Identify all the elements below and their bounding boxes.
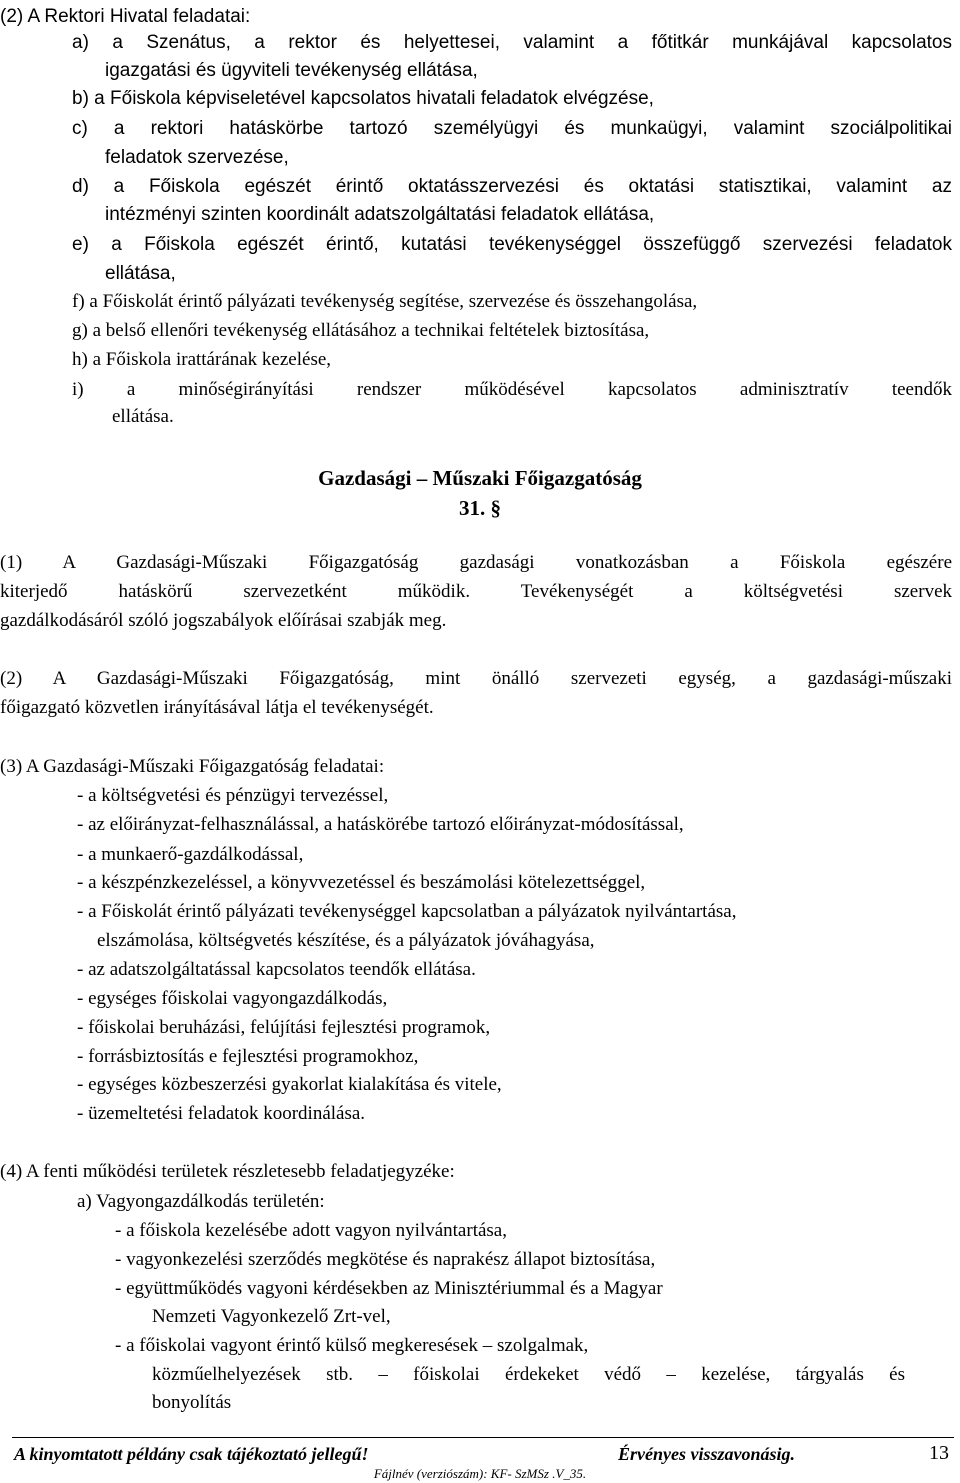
text-line: - egységes főiskolai vagyongazdálkodás, [77, 988, 388, 1009]
text-line: - a főiskolai vagyont érintő külső megkeresések – szolgalmak, [115, 1335, 589, 1356]
text-line: a) Vagyongazdálkodás területén: [77, 1191, 325, 1212]
text-line: e) a Főiskola egészét érintő, kutatási tevékenységgel összefüggő szervezési feladatok [72, 234, 952, 255]
footer-notice: A kinyomtatott példány csak tájékoztató jellegű! [14, 1444, 369, 1464]
text-line: h) a Főiskola irattárának kezelése, [72, 349, 332, 370]
footer-validity: Érvényes visszavonásig. [618, 1444, 795, 1464]
text-line: elszámolása, költségvetés készítése, és a pályázatok jóváhagyása, [97, 930, 595, 951]
text-line: - a készpénzkezeléssel, a könyvvezetéssel és beszámolási kötelezettséggel, [77, 872, 646, 893]
text-line: - egységes közbeszerzési gyakorlat kialakítása és vitele, [77, 1074, 502, 1095]
text-line: - az előirányzat-felhasználással, a hatáskörébe tartozó előirányzat-módosítással, [77, 814, 684, 835]
text-line: - a munkaerő-gazdálkodással, [77, 844, 304, 865]
text-line: bonyolítás [152, 1392, 232, 1413]
text-line: - a Főiskolát érintő pályázati tevékenységgel kapcsolatban a pályázatok nyilvántartása, [77, 901, 737, 922]
text-line: gazdálkodásáról szóló jogszabályok előírásai szabják meg. [0, 610, 447, 631]
section-number: 31. § [459, 496, 501, 520]
text-line: f) a Főiskolát érintő pályázati tevékenység segítése, szervezése és összehangolása, [72, 291, 698, 312]
section-heading: Gazdasági – Műszaki Főigazgatóság [318, 466, 642, 490]
text-line: c) a rektori hatáskörbe tartozó személyügyi és munkaügyi, valamint szociálpolitikai [72, 118, 952, 139]
text-line: b) a Főiskola képviseletével kapcsolatos hivatali feladatok elvégzése, [72, 88, 654, 109]
text-line: g) a belső ellenőri tevékenység ellátásához a technikai feltételek biztosítása, [72, 320, 650, 341]
text-line: - forrásbiztosítás e fejlesztési programokhoz, [77, 1046, 419, 1067]
text-line: - a főiskola kezelésébe adott vagyon nyilvántartása, [115, 1220, 507, 1241]
text-line: - a költségvetési és pénzügyi tervezéssel, [77, 785, 389, 806]
text-line: a) a Szenátus, a rektor és helyettesei, valamint a főtitkár munkájával kapcsolatos [72, 32, 952, 53]
page-number: 13 [929, 1442, 949, 1464]
text-line: intézményi szinten koordinált adatszolgáltatási feladatok ellátása, [105, 204, 655, 225]
text-line: (2) A Gazdasági-Műszaki Főigazgatóság, mint önálló szervezeti egység, a gazdasági-műszaki [0, 668, 952, 689]
text-line: (4) A fenti működési területek részletesebb feladatjegyzéke: [0, 1161, 455, 1182]
text-line: - az adatszolgáltatással kapcsolatos teendők ellátása. [77, 959, 476, 980]
text-line: - együttműködés vagyoni kérdésekben az Minisztériummal és a Magyar [115, 1278, 663, 1299]
text-line: - üzemeltetési feladatok koordinálása. [77, 1103, 366, 1124]
text-line: közműelhelyezések stb. – főiskolai érdekeket védő – kezelése, tárgyalás és [152, 1364, 905, 1385]
footer-divider [12, 1437, 954, 1438]
footer-filename: Fájlnév (verziószám): KF- SzMSz .V_35. [373, 1466, 587, 1481]
text-line: ellátása. [112, 406, 174, 427]
text-line: főigazgató közvetlen irányításával látja el tevékenységét. [0, 697, 434, 718]
text-line: Nemzeti Vagyonkezelő Zrt-vel, [152, 1306, 391, 1327]
text-line: ellátása, [105, 263, 176, 284]
text-line: - főiskolai beruházási, felújítási fejlesztési programok, [77, 1017, 491, 1038]
text-line: i) a minőségirányítási rendszer működésével kapcsolatos adminisztratív teendők [72, 379, 952, 400]
text-line: igazgatási és ügyviteli tevékenység ellátása, [105, 60, 478, 81]
text-line: - vagyonkezelési szerződés megkötése és naprakész állapot biztosítása, [115, 1249, 656, 1270]
text-line: (2) A Rektori Hivatal feladatai: [0, 6, 251, 27]
text-line: d) a Főiskola egészét érintő oktatásszervezési és oktatási statisztikai, valamint az [72, 176, 952, 197]
text-line: (1) A Gazdasági-Műszaki Főigazgatóság gazdasági vonatkozásban a Főiskola egészére [0, 552, 952, 573]
text-line: feladatok szervezése, [105, 147, 289, 168]
text-line: kiterjedő hatáskörű szervezetként működik. Tevékenységét a költségvetési szervek [0, 581, 952, 602]
text-line: (3) A Gazdasági-Műszaki Főigazgatóság feladatai: [0, 756, 385, 777]
